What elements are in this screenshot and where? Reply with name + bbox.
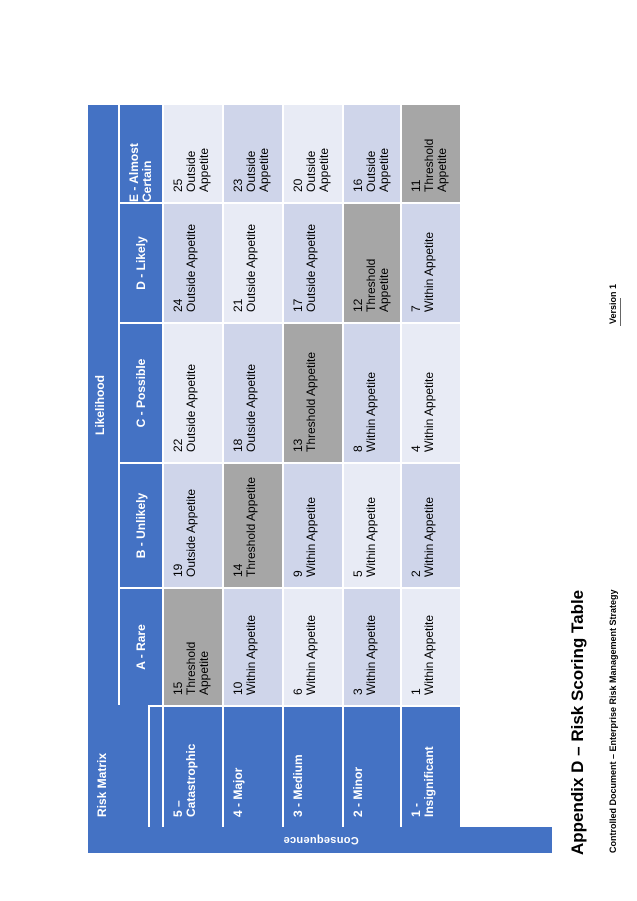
row-label-line1: 1 - xyxy=(409,802,423,817)
score-cell xyxy=(164,202,224,322)
row-header-4 xyxy=(402,705,462,827)
score-cell xyxy=(224,462,284,587)
row-label-line2: Catastrophic xyxy=(184,743,198,817)
appetite-label: Outside Appetite xyxy=(184,147,211,192)
score-value: 21 xyxy=(231,298,245,312)
score-value: 24 xyxy=(171,298,185,312)
score-cell xyxy=(284,462,344,587)
score-value: 18 xyxy=(231,438,245,452)
score-value: 13 xyxy=(291,438,305,452)
score-cell xyxy=(284,202,344,322)
score-value: 17 xyxy=(291,298,305,312)
score-cell xyxy=(344,202,402,322)
score-cell xyxy=(164,322,224,462)
appetite-label: Threshold Appetite xyxy=(304,351,318,452)
score-cell xyxy=(164,587,224,705)
score-value: 4 xyxy=(409,445,423,452)
risk-matrix-corner: Risk Matrix xyxy=(88,705,150,827)
score-cell xyxy=(402,103,462,202)
score-value: 19 xyxy=(171,563,185,577)
appetite-label: Outside Appetite xyxy=(304,147,331,192)
appetite-label: Within Appetite xyxy=(422,231,436,312)
appetite-label: Outside Appetite xyxy=(184,488,198,577)
score-cell xyxy=(164,462,224,587)
score-cell xyxy=(344,462,402,587)
row-header-3 xyxy=(344,705,402,827)
score-cell xyxy=(224,202,284,322)
page-title: Appendix D – Risk Scoring Table xyxy=(568,589,587,855)
score-cell xyxy=(344,103,402,202)
score-value: 2 xyxy=(409,570,423,577)
score-value: 11 xyxy=(409,179,423,192)
appetite-label: Within Appetite xyxy=(422,614,436,695)
score-cell xyxy=(164,103,224,202)
row-label-line1: 4 - Major xyxy=(231,767,245,817)
consequence-label: Consequence xyxy=(283,834,359,847)
column-header-1: B - Unlikely xyxy=(120,462,164,587)
score-value: 10 xyxy=(231,681,245,695)
document-header: Controlled Document – Enterprise Risk Management Strategy xyxy=(608,589,618,853)
score-value: 9 xyxy=(291,570,305,577)
appetite-label: Threshold Appetite xyxy=(184,641,211,695)
appetite-label: Within Appetite xyxy=(304,614,318,695)
row-label-line2: Insignificant xyxy=(422,746,436,817)
score-cell xyxy=(402,202,462,322)
score-value: 12 xyxy=(351,298,365,312)
score-cell xyxy=(402,322,462,462)
score-cell xyxy=(402,587,462,705)
score-cell xyxy=(224,587,284,705)
appetite-label: Outside Appetite xyxy=(364,147,391,192)
score-value: 6 xyxy=(291,688,305,695)
score-value: 5 xyxy=(351,570,365,577)
row-header-0 xyxy=(164,705,224,827)
appetite-label: Outside Appetite xyxy=(244,363,258,452)
appetite-label: Within Appetite xyxy=(364,614,378,695)
score-value: 14 xyxy=(231,563,245,577)
score-cell xyxy=(344,587,402,705)
score-cell xyxy=(284,322,344,462)
score-value: 1 xyxy=(409,688,423,695)
appetite-label: Within Appetite xyxy=(422,371,436,452)
column-header-2: C - Possible xyxy=(120,322,164,462)
appetite-label: Outside Appetite xyxy=(244,223,258,312)
score-value: 16 xyxy=(351,178,365,192)
column-header-3: D - Likely xyxy=(120,202,164,322)
score-cell xyxy=(224,322,284,462)
consequence-strip xyxy=(88,827,554,853)
column-header-0: A - Rare xyxy=(120,587,164,705)
score-value: 3 xyxy=(351,688,365,695)
score-cell xyxy=(284,103,344,202)
appetite-label: Within Appetite xyxy=(364,496,378,577)
appetite-label: Threshold Appetite xyxy=(422,138,449,192)
appetite-label: Outside Appetite xyxy=(244,147,271,192)
score-cell xyxy=(284,587,344,705)
risk-scoring-table xyxy=(88,103,554,853)
score-value: 22 xyxy=(171,438,185,452)
row-label-line1: 3 - Medium xyxy=(291,754,305,817)
appetite-label: Outside Appetite xyxy=(304,223,318,312)
likelihood-label: Likelihood xyxy=(88,103,120,705)
appetite-label: Within Appetite xyxy=(304,496,318,577)
score-value: 15 xyxy=(171,681,185,695)
appetite-label: Within Appetite xyxy=(364,371,378,452)
row-label-line1: 5 – xyxy=(171,800,185,817)
appetite-label: Outside Appetite xyxy=(184,223,198,312)
score-value: 25 xyxy=(171,178,185,192)
appetite-label: Threshold Appetite xyxy=(364,258,391,312)
appetite-label: Within Appetite xyxy=(244,614,258,695)
score-cell xyxy=(224,103,284,202)
appetite-label: Within Appetite xyxy=(422,496,436,577)
score-value: 7 xyxy=(409,305,423,312)
score-value: 23 xyxy=(231,178,245,192)
score-cell xyxy=(344,322,402,462)
appetite-label: Threshold Appetite xyxy=(244,476,258,577)
appetite-label: Outside Appetite xyxy=(184,363,198,452)
version-label: Version 1 xyxy=(608,283,618,324)
column-header-4: E - Almost Certain xyxy=(120,103,164,202)
header-rule xyxy=(620,298,621,326)
row-header-2 xyxy=(284,705,344,827)
score-value: 20 xyxy=(291,178,305,192)
score-value: 8 xyxy=(351,445,365,452)
row-header-1 xyxy=(224,705,284,827)
row-label-line1: 2 - Minor xyxy=(351,767,365,817)
corner-lower xyxy=(150,705,164,827)
score-cell xyxy=(402,462,462,587)
